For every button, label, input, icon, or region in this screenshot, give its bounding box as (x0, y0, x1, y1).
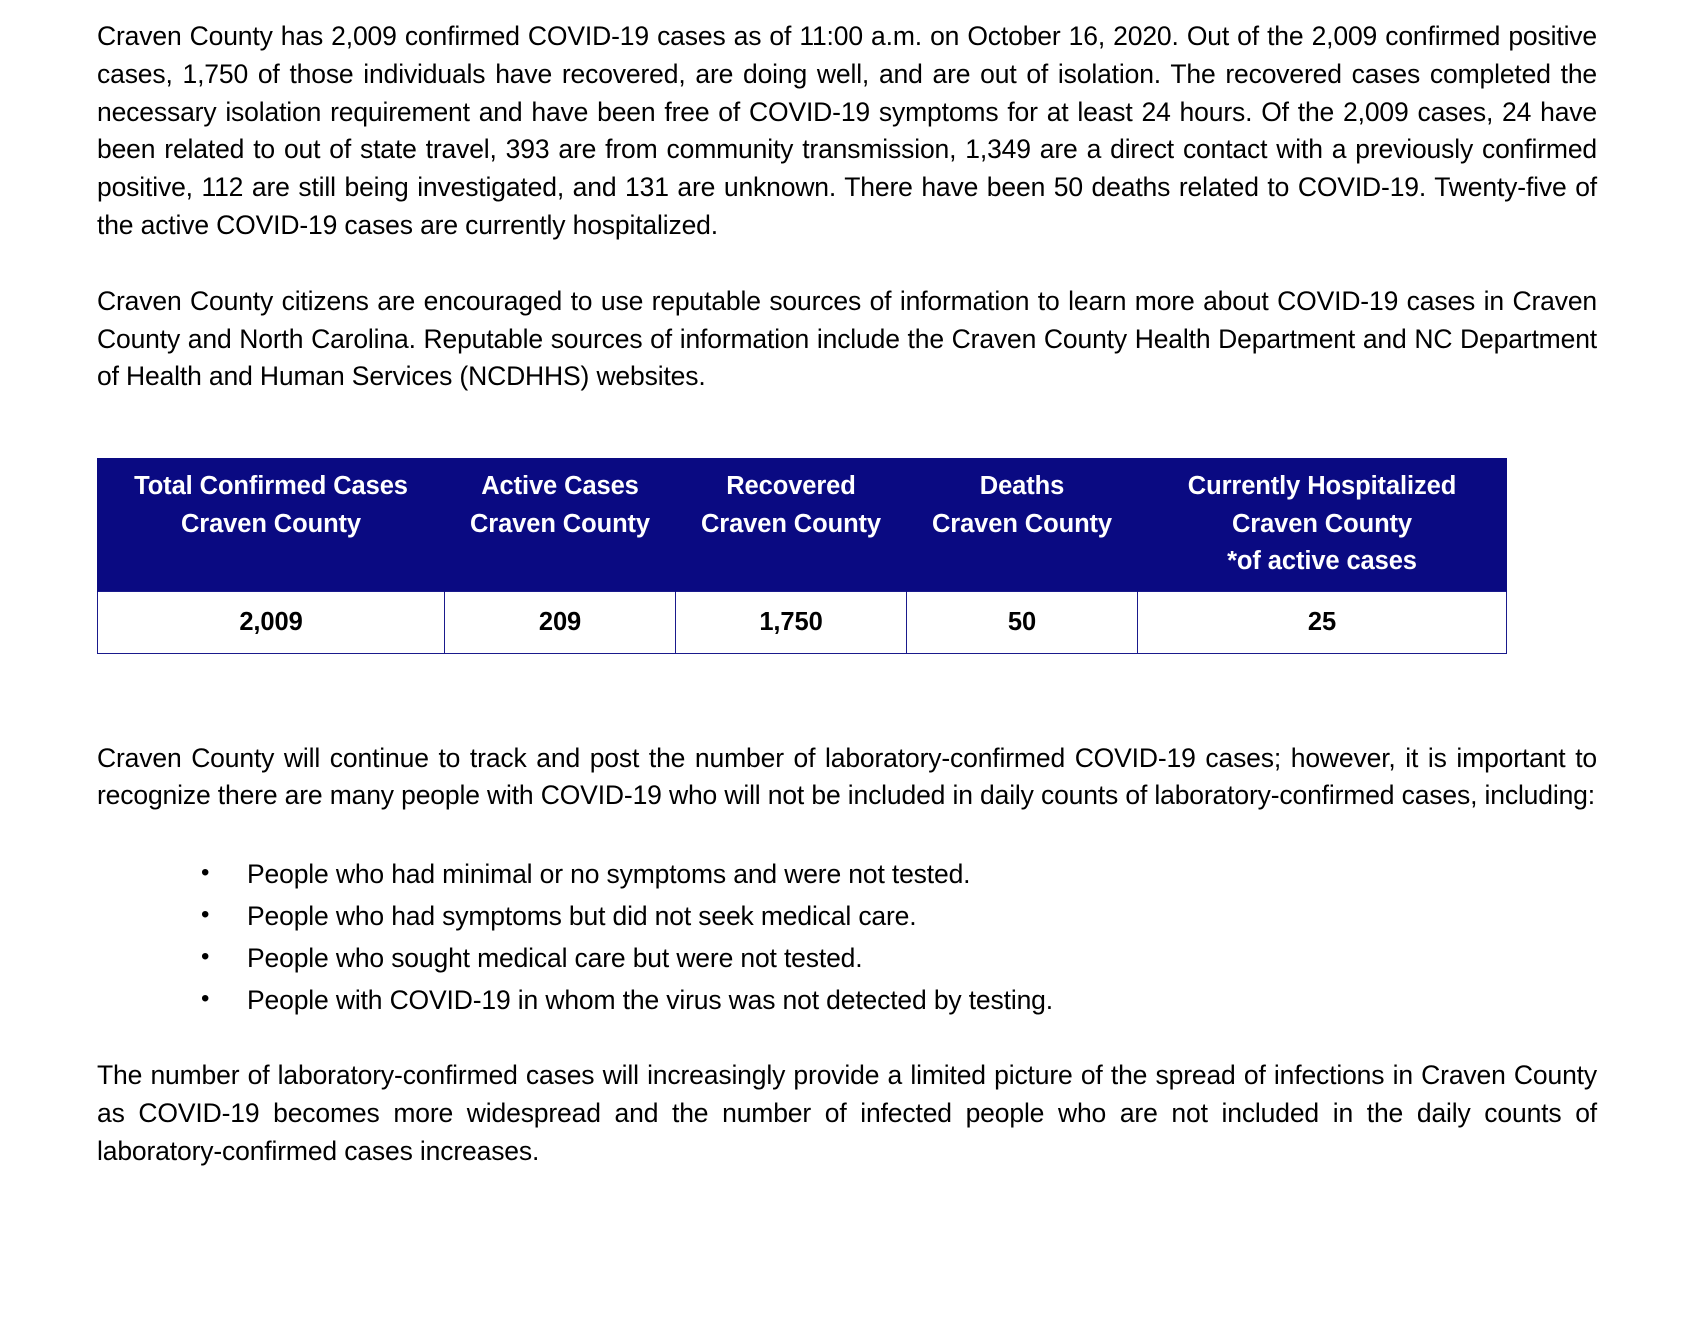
paragraph-tracking: Craven County will continue to track and post the number of laboratory-confirmed COVID-19 cases; however, it is important to recognize there are many people with COVID-19 who will not be included in daily counts of laboratory-confirmed cases, including: (97, 742, 1597, 811)
covid-stats-table (97, 458, 1507, 654)
table-header-currently-hospitalized (1138, 459, 1507, 592)
value-total-confirmed: 2,009 (98, 591, 445, 653)
table-header-active-cases (445, 459, 676, 592)
list-item: • People who sought medical care but were not tested. (247, 937, 1597, 979)
header-title: Active Cases (481, 472, 639, 501)
header-subtitle: Craven County (931, 509, 1113, 538)
value-currently-hospitalized: 25 (1138, 591, 1507, 653)
header-title: Deaths (979, 472, 1065, 501)
exclusion-bullet-list (97, 853, 1597, 1021)
header-subtitle: Craven County (700, 509, 882, 538)
value-recovered: 1,750 (676, 591, 907, 653)
value-active-cases: 209 (445, 591, 676, 653)
header-title: Recovered (726, 472, 856, 501)
spacer-after-table (97, 654, 1597, 740)
table-header-total-confirmed (98, 459, 445, 592)
header-subtitle: Craven County (180, 509, 362, 538)
header-title: Total Confirmed Cases (134, 472, 408, 501)
list-item: • People who had minimal or no symptoms and were not tested. (247, 853, 1597, 895)
value-deaths: 50 (907, 591, 1138, 653)
list-item: • People who had symptoms but did not seek medical care. (247, 895, 1597, 937)
header-subtitle: Craven County (469, 509, 651, 538)
header-subtitle: Craven County (1231, 509, 1413, 538)
paragraph-intro: Craven County has 2,009 confirmed COVID-19 cases as of 11:00 a.m. on October 16, 2020. Out of the 2,009 confirmed positive cases, 1,750 of those individuals have recovered, are doing well, and are out of isolation. The recovered cases completed the necessary isolation requirement and have been free of COVID-19 symptoms for at least 24 hours. Of the 2,009 cases, 24 have been related to out of state travel, 393 are from community transmission, 1,349 are a direct contact with a previously confirmed positive, 112 are still being investigated, and 131 are unknown. There have been 50 deaths related to COVID-19. Twenty-five of the active COVID-19 cases are currently hospitalized. (97, 21, 1597, 240)
list-item: • People with COVID-19 in whom the virus was not detected by testing. (247, 979, 1597, 1021)
spacer-before-table (97, 396, 1597, 458)
table-header-recovered (676, 459, 907, 592)
paragraph-sources: Craven County citizens are encouraged to use reputable sources of information to learn more about COVID-19 cases in Craven County and North Carolina. Reputable sources of information include the Craven County Health Department and NC Department of Health and Human Services (NCDHHS) websites. (97, 285, 1597, 392)
paragraph-closing: The number of laboratory-confirmed cases will increasingly provide a limited picture of the spread of infections in Craven County as COVID-19 becomes more widespread and the number of infected people who are not included in the daily counts of laboratory-confirmed cases increases. (97, 1060, 1597, 1166)
table-header-deaths (907, 459, 1138, 592)
table-header-row (98, 459, 1507, 592)
header-note: *of active cases (1227, 547, 1417, 576)
table-row (98, 591, 1507, 653)
header-title: Currently Hospitalized (1187, 472, 1457, 501)
